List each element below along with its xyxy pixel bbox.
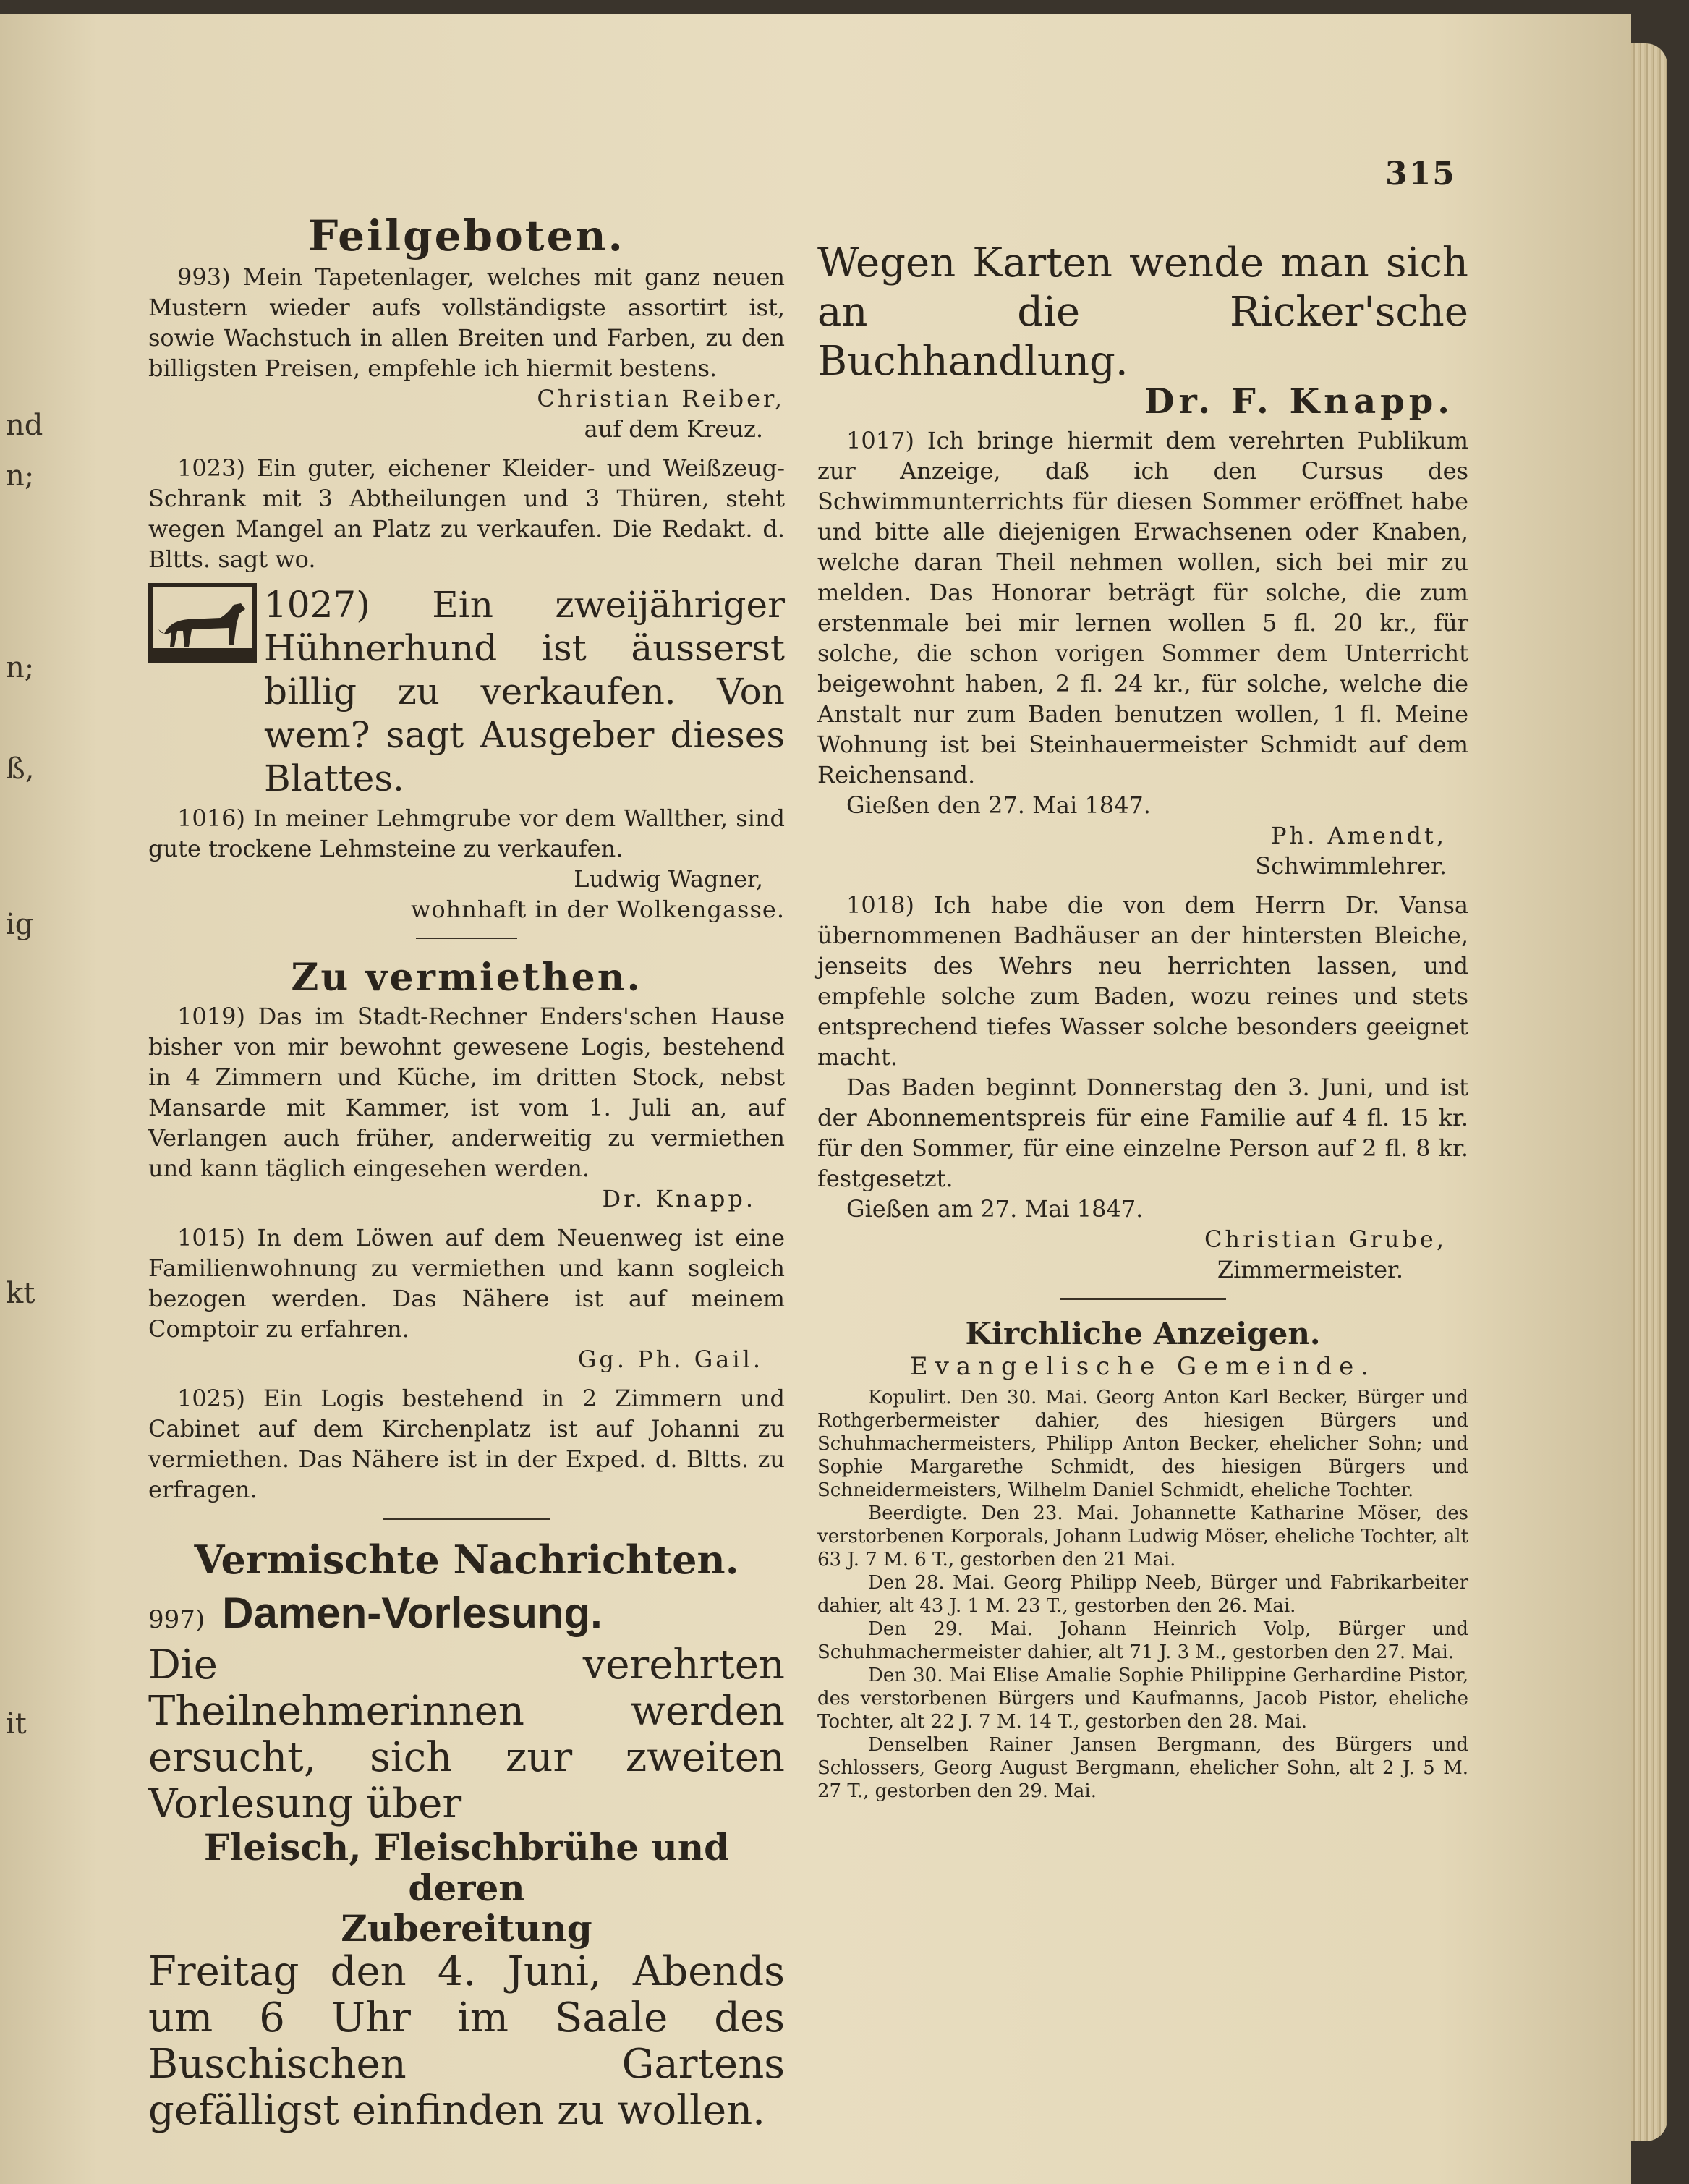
margin-fragment: it: [6, 1707, 27, 1741]
kirchliche-title: Kirchliche Anzeigen.: [965, 1316, 1321, 1351]
ad-1019: [148, 1001, 785, 1214]
section-title-vermischte: Vermischte Nachrichten.: [194, 1537, 739, 1583]
ad-997-text1: Die verehrten Theilnehmerinnen werden ersucht, sich zur zweiten Vorlesung über: [148, 1641, 785, 1827]
church-entry: Kopulirt. Den 30. Mai. Georg Anton Karl Becker, Bürger und Rothgerbermeister dahier, des hiesigen Bürgers und Schuhmachermeisters, Philipp Anton Becker, ehelicher Sohn; und Sophie Margarethe Schmidt, des hiesigen Bürgers und Schneidermeisters, Wilhelm Daniel Schmidt, eheliche Tochter.: [817, 1387, 1468, 1501]
separator: [416, 938, 517, 939]
ad-1019-signature: Dr. Knapp.: [602, 1185, 756, 1212]
ad-1019-text: 1019) Das im Stadt-Rechner Enders'schen Hause bisher von mir bewohnt gewesene Logis, bestehend in 4 Zimmern und Küche, im dritten Stock, nebst Mansarde mit Kammer, ist vom 1. Juli an, auf Verlangen auch früher, anderweitig zu vermiethen und kann täglich eingesehen werden.: [148, 1003, 785, 1182]
church-entry: Den 28. Mai. Georg Philipp Neeb, Bürger und Fabrikarbeiter dahier, alt 43 J. 1 M. 23 T., gestorben den 26. Mai.: [817, 1572, 1468, 1617]
section-title-vermiethen: Zu vermiethen.: [291, 956, 642, 1000]
ad-1017-text: 1017) Ich bringe hiermit dem verehrten Publikum zur Anzeige, daß ich den Cursus des Schwimmunterrichts für diesen Sommer eröffnet habe und bitte alle diejenigen Erwachsenen oder Knaben, welche daran Theil nehmen wollen, sich bei mir zu melden. Das Honorar beträgt für solche, die zum erstenmale bei mir lernen wollen 5 fl. 20 kr., für solche, die schon vorigen Sommer dem Unterricht beigewohnt haben, 2 fl. 24 kr., für solche, welche die Anstalt nur zum Baden benutzen wollen, 1 fl. Meine Wohnung ist bei Steinhauermeister Schmidt auf dem Reichensand.: [817, 427, 1468, 789]
ad-1018-text: 1018) Ich habe die von dem Herrn Dr. Vansa übernommenen Badhäuser an der hintersten Bleiche, jenseits des Wehrs neu herrichten lassen, und empfehle solche zum Baden, wozu reines und stets entsprechend tiefes Wasser solche besonders geeignet macht.: [817, 891, 1468, 1071]
ad-1016: [148, 803, 785, 925]
newspaper-page: [0, 14, 1631, 2184]
ad-1018-text2: Das Baden beginnt Donnerstag den 3. Juni, und ist der Abonnementspreis für eine Familie auf 4 fl. 15 kr. für den Sommer, für eine einzelne Person auf 2 fl. 8 kr. festgesetzt.: [817, 1074, 1468, 1192]
margin-fragment: n;: [6, 459, 35, 493]
ad-997: [148, 1588, 785, 2134]
ad-1017-title: Schwimmlehrer.: [1255, 852, 1447, 880]
ad-1016-signature: Ludwig Wagner,: [574, 865, 763, 893]
church-entry: Den 29. Mai. Johann Heinrich Volp, Bürger und Schuhmachermeister dahier, alt 71 J. 3 M., gestorben den 27. Mai.: [817, 1618, 1468, 1663]
kirchliche-subtitle: Evangelische Gemeinde.: [909, 1352, 1377, 1381]
karten-text: Wegen Karten wende man sich an die Ricker'sche Buchhandlung.: [817, 239, 1468, 385]
ad-1016-text: 1016) In meiner Lehmgrube vor dem Wallther, sind gute trockene Lehmsteine zu verkaufen.: [148, 804, 785, 862]
ad-1015: [148, 1223, 785, 1374]
ad-993: [148, 262, 785, 444]
ad-1025-text: 1025) Ein Logis bestehend in 2 Zimmern und Cabinet auf dem Kirchenplatz ist auf Johanni zu vermiethen. Das Nähere ist in der Exped. d. Bltts. zu erfragen.: [148, 1385, 785, 1503]
ad-997-number: 997): [148, 1605, 205, 1634]
ad-1018-title: Zimmermeister.: [1217, 1256, 1403, 1283]
ad-993-signature: Christian Reiber,: [537, 385, 785, 412]
page-number: 315: [1385, 156, 1456, 192]
section-title-feilgeboten: Feilgeboten.: [308, 211, 625, 260]
church-entry: Denselben Rainer Jansen Bergmann, des Bürgers und Schlossers, Georg August Bergmann, ehelicher Sohn, alt 2 J. 5 M. 27 T., gestorben den 29. Mai.: [817, 1734, 1468, 1802]
left-column: [148, 210, 785, 2134]
kirchliche-anzeigen: [817, 1316, 1468, 1803]
margin-fragment: nd: [6, 409, 43, 442]
ad-1015-signature: Gg. Ph. Gail.: [577, 1346, 763, 1373]
ad-1017-place-date: Gießen den 27. Mai 1847.: [846, 791, 1151, 819]
ad-1023-text: 1023) Ein guter, eichener Kleider- und Weißzeug-Schrank mit 3 Abtheilungen und 3 Thüren, steht wegen Mangel an Platz zu verkaufen. Die Redakt. d. Bltts. sagt wo.: [148, 454, 785, 573]
ad-997-text2: Freitag den 4. Juni, Abends um 6 Uhr im Saale des Buschischen Gartens gefälligst einfinden zu wollen.: [148, 1948, 785, 2134]
karten-signature: Dr. F. Knapp.: [1144, 381, 1454, 422]
separator: [383, 1518, 550, 1520]
ad-1025: [148, 1383, 785, 1505]
ad-997-topic-line2: Zubereitung: [341, 1907, 592, 1950]
ad-1016-address: wohnhaft in der Wolkengasse.: [410, 896, 785, 923]
margin-fragment: n;: [6, 651, 35, 684]
right-column: [817, 210, 1468, 1803]
ad-1015-text: 1015) In dem Löwen auf dem Neuenweg ist eine Familienwohnung zu vermiethen und kann sogleich bezogen werden. Das Nähere ist auf meinem Comptoir zu erfahren.: [148, 1224, 785, 1343]
ad-1027-text: 1027) Ein zweijähriger Hühnerhund ist äusserst billig zu verkaufen. Von wem? sagt Ausgeber dieses Blattes.: [264, 584, 785, 799]
church-entry: Beerdigte. Den 23. Mai. Johannette Katharine Möser, des verstorbenen Korporals, Johann Ludwig Möser, eheliche Tochter, alt 63 J. 7 M. 6 T., gestorben den 21 Mai.: [817, 1503, 1468, 1571]
ad-993-text: 993) Mein Tapetenlager, welches mit ganz neuen Mustern wieder aufs vollständigste assortirt ist, sowie Wachstuch in allen Breiten und Farben, zu den billigsten Preisen, empfehle ich hiermit bestens.: [148, 263, 785, 382]
margin-fragment: kt: [6, 1277, 35, 1310]
ad-997-heading: Damen-Vorlesung.: [222, 1589, 603, 1637]
dog-woodcut-icon: [148, 583, 257, 663]
ad-1018: [817, 890, 1468, 1285]
ad-1017-signature: Ph. Amendt,: [1271, 822, 1447, 849]
ad-1023: [148, 453, 785, 574]
ad-1017: [817, 425, 1468, 881]
ad-993-address: auf dem Kreuz.: [584, 415, 763, 443]
separator: [1060, 1298, 1226, 1300]
margin-fragment: ß,: [6, 752, 35, 786]
ad-997-topic-line1: Fleisch, Fleischbrühe und deren: [203, 1826, 730, 1909]
karten-notice: [817, 239, 1468, 422]
ad-1018-place-date: Gießen am 27. Mai 1847.: [846, 1195, 1144, 1223]
margin-fragment: ig: [6, 908, 34, 941]
ad-1018-signature: Christian Grube,: [1204, 1225, 1447, 1253]
church-entry: Den 30. Mai Elise Amalie Sophie Philippine Gerhardine Pistor, des verstorbenen Bürgers und Kaufmanns, Jacob Pistor, eheliche Tochter, alt 22 J. 7 M. 14 T., gestorben den 28. Mai.: [817, 1665, 1468, 1733]
ad-1027: [148, 583, 785, 800]
